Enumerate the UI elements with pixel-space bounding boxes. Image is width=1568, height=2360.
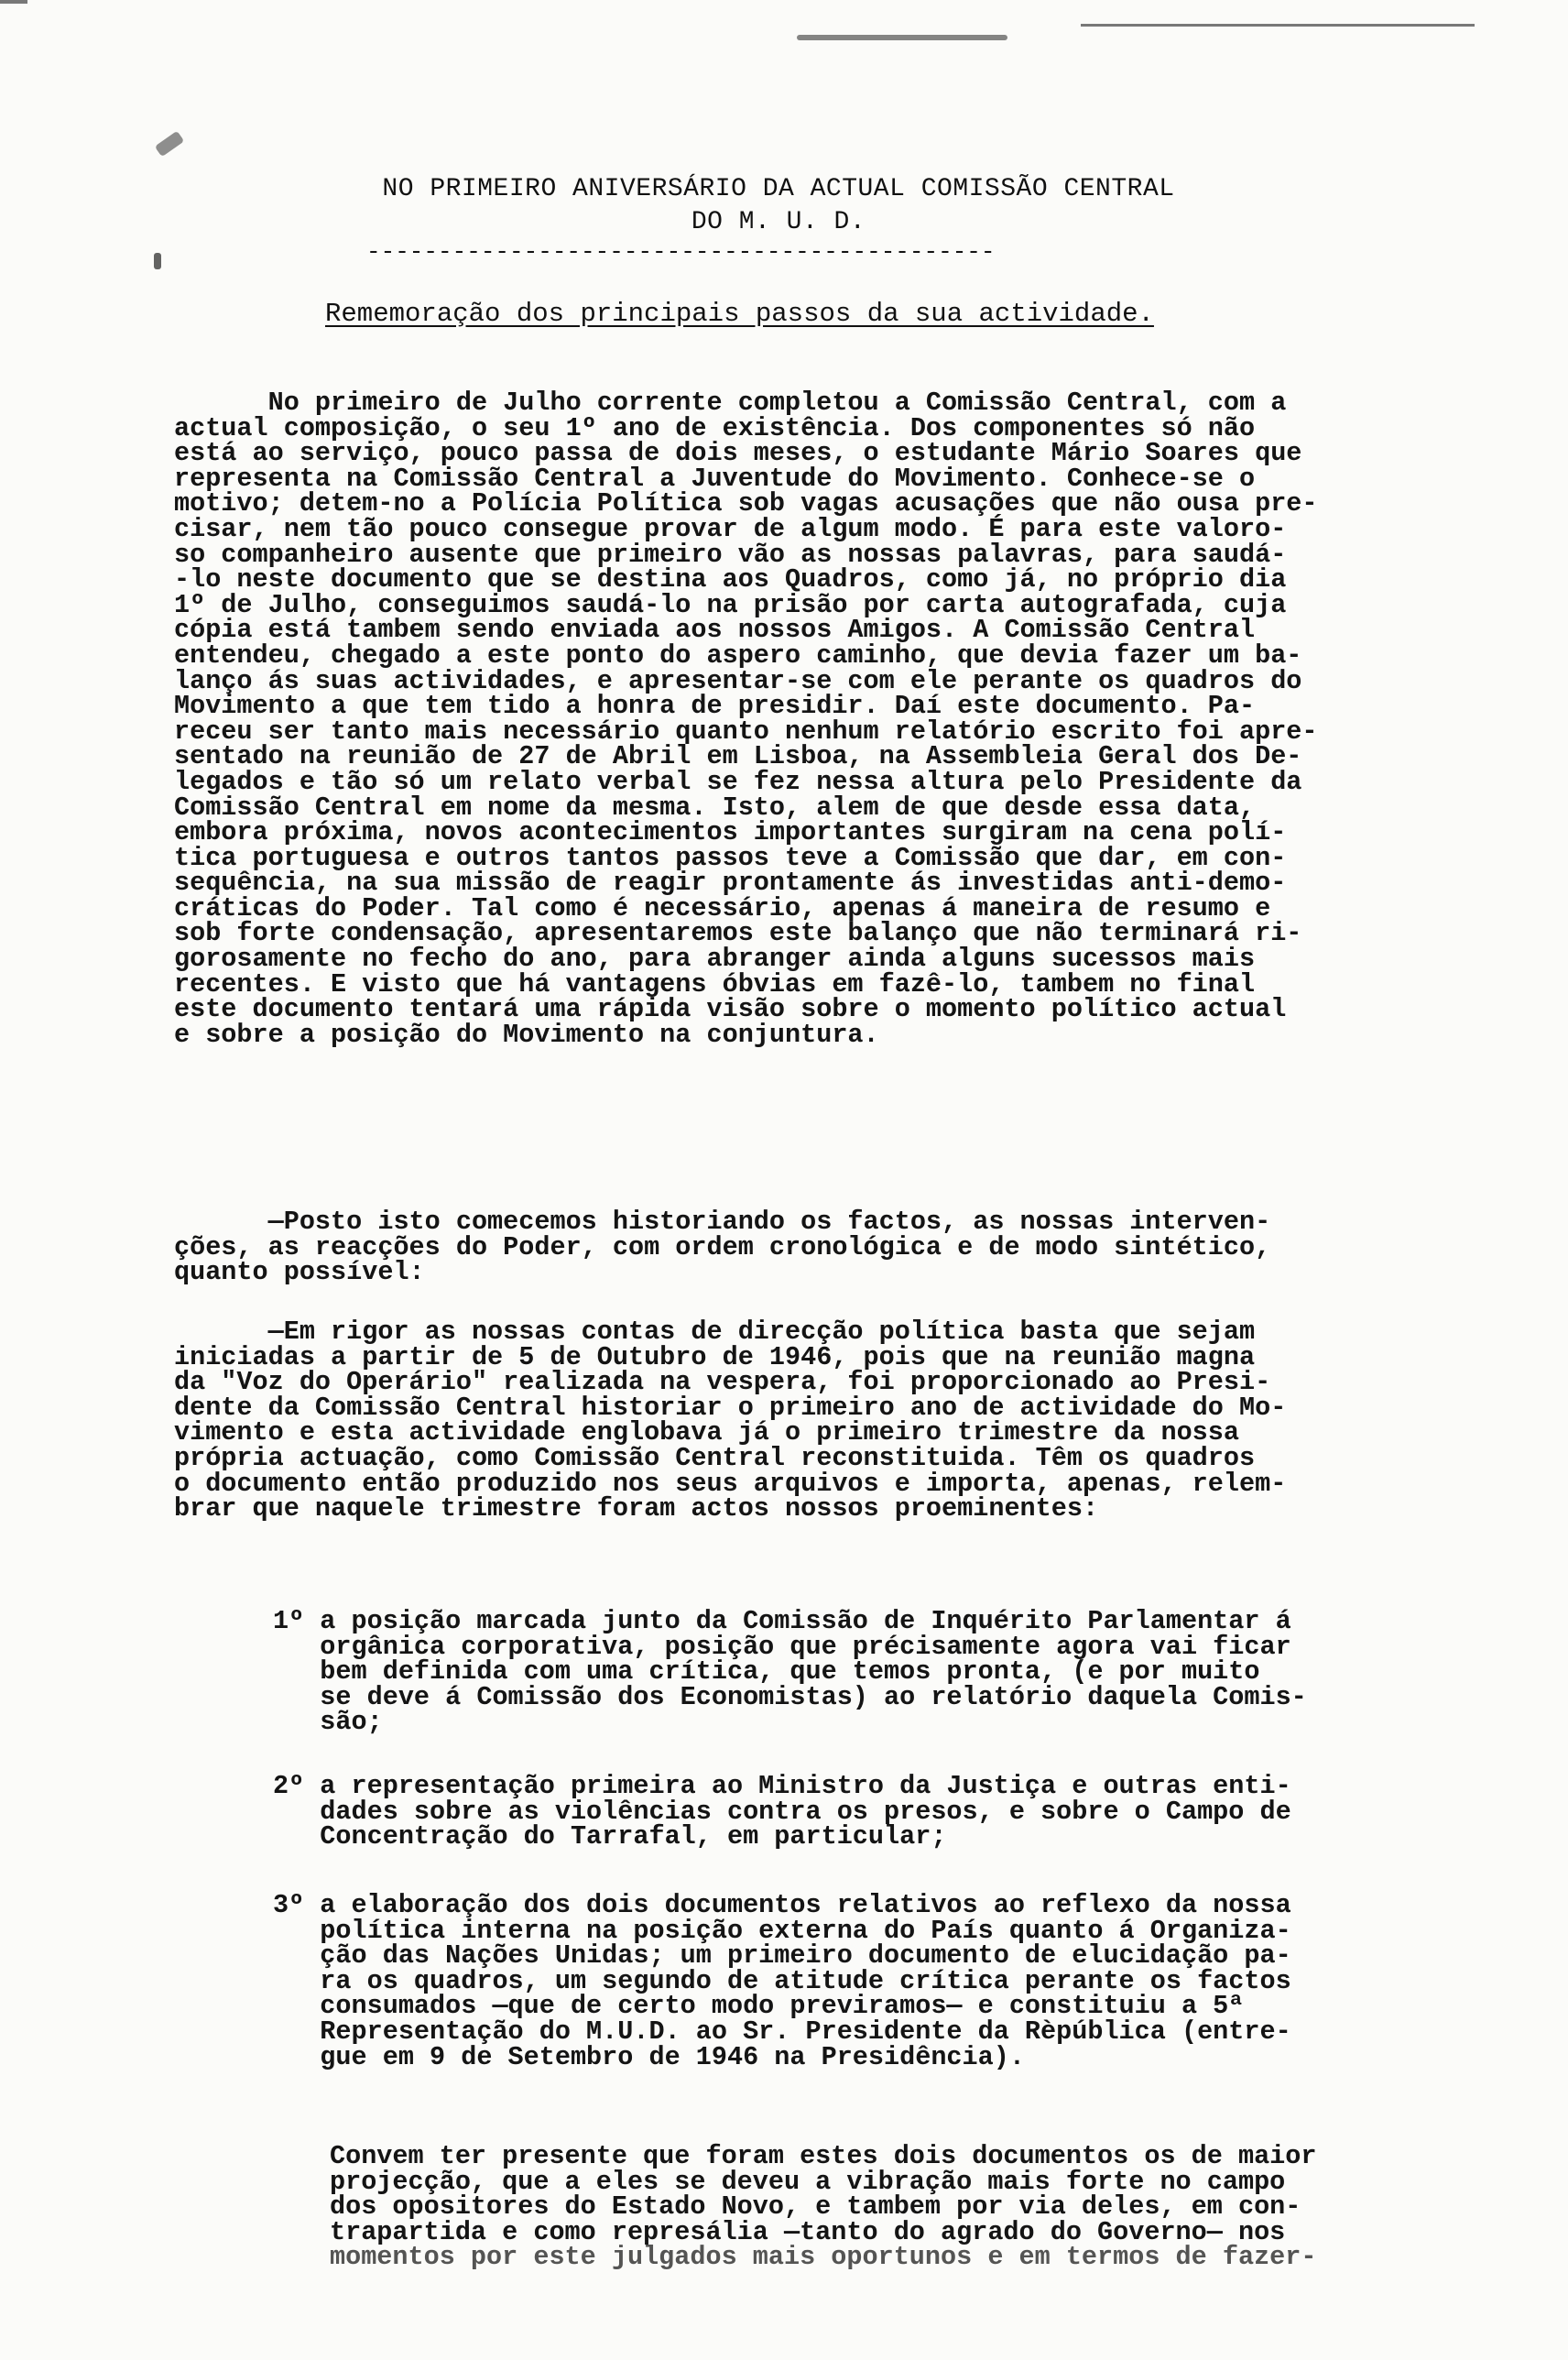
text-line: quanto possível: <box>174 1257 425 1288</box>
text-line: tica portuguesa e outros tantos passos teve a Comissão que dar, em con- <box>174 842 1287 873</box>
text-line: está ao serviço, pouco passa de dois meses, o estudante Mário Soares que <box>174 438 1302 469</box>
text-line: sentado na reunião de 27 de Abril em Lisboa, na Assembleia Geral dos De- <box>174 741 1302 772</box>
text-line: Movimento a que tem tido a honra de presidir. Daí este documento. Pa- <box>174 691 1256 722</box>
list-item-3 <box>273 1890 1291 2072</box>
text-line: Concentração do Tarrafal, em particular; <box>273 1821 947 1852</box>
text-line: momentos por este julgados mais oportunos e em termos de fazer- <box>330 2242 1317 2273</box>
text-line: —Em rigor as nossas contas de direcção política basta que sejam <box>174 1317 1256 1347</box>
text-line: projecção, que a eles se deveu a vibração mais forte no campo <box>330 2166 1286 2197</box>
text-line: actual composição, o seu 1º ano de existência. Dos componentes só não <box>174 412 1256 443</box>
scan-artifact <box>1081 24 1475 27</box>
text-line: gorosamente no fecho do ano, para abranger ainda alguns sucessos mais <box>174 944 1256 975</box>
text-line: embora próxima, novos acontecimentos importantes surgiram na cena polí- <box>174 817 1287 848</box>
text-line: —Posto isto comecemos historiando os factos, as nossas interven- <box>174 1207 1271 1237</box>
text-line: entendeu, chegado a este ponto do aspero caminho, que devia fazer um ba- <box>174 639 1302 671</box>
text-line: Comissão Central em nome da mesma. Isto, alem de que desde essa data, <box>174 792 1256 823</box>
text-line: cráticas do Poder. Tal como é necessário, apenas á maneira de resumo e <box>174 892 1271 923</box>
text-line: dente da Comissão Central historiar o primeiro ano de actividade do Mo- <box>174 1392 1287 1423</box>
text-line: dos opositores do Estado Novo, e tambem por via deles, em con- <box>330 2191 1301 2223</box>
text-line: Representação do M.U.D. ao Sr. Presidente da Rèpública (entre- <box>273 2016 1291 2047</box>
text-line: legados e tão só um relato verbal se fez nessa altura pelo Presidente da <box>174 766 1302 797</box>
text-line: são; <box>273 1707 383 1738</box>
text-line: motivo; detem-no a Polícia Política sob vagas acusações que não ousa pre- <box>174 488 1318 519</box>
text-line: cisar, nem tão pouco consegue provar de algum modo. É para este valoro- <box>174 513 1287 544</box>
text-line: brar que naquele trimestre foram actos nossos proeminentes: <box>174 1493 1099 1524</box>
paragraph-3 <box>174 1319 1286 1522</box>
text-line: sob forte condensação, apresentaremos este balanço que não terminará ri- <box>174 918 1302 949</box>
text-line: Convem ter presente que foram estes dois documentos os de maior <box>330 2141 1317 2171</box>
text-line: consumados —que de certo modo previramos— e constituiu a 5ª <box>273 1991 1245 2022</box>
list-item-2 <box>273 1771 1291 1852</box>
paragraph-1 <box>174 388 1318 1050</box>
text-line: sequência, na sua missão de reagir prontamente ás investidas anti-demo- <box>174 868 1287 899</box>
text-line: so companheiro ausente que primeiro vão as nossas palavras, para saudá- <box>174 539 1287 570</box>
document-title: NO PRIMEIRO ANIVERSÁRIO DA ACTUAL COMISSÃO CENTRAL <box>382 175 1175 203</box>
text-line: ções, as reacções do Poder, com ordem cronológica e de modo sintético, <box>174 1231 1271 1262</box>
text-line: política interna na posição externa do País quanto á Organiza- <box>273 1915 1291 1946</box>
text-line: lanço ás suas actividades, e apresentar-se com ele perante os quadros do <box>174 665 1302 696</box>
text-line: trapartida e como represália —tanto do agrado do Governo— nos <box>330 2216 1286 2247</box>
text-line: 2º a representação primeira ao Ministro da Justiça e outras enti- <box>273 1771 1291 1801</box>
text-line: da "Voz do Operário" realizada na vespera, foi proporcionado ao Presi- <box>174 1367 1271 1398</box>
scan-artifact <box>155 131 185 158</box>
text-line: representa na Comissão Central a Juventude do Movimento. Conhece-se o <box>174 463 1256 494</box>
text-line: orgânica corporativa, posição que précisamente agora vai ficar <box>273 1631 1291 1662</box>
text-line: receu ser tanto mais necessário quanto nenhum relatório escrito foi apre- <box>174 716 1318 747</box>
document-subtitle: Rememoração dos principais passos da sua actividade. <box>325 299 1154 329</box>
document-title-line2: DO M. U. D. <box>691 208 866 236</box>
list-item-1 <box>273 1606 1307 1738</box>
scan-artifact <box>154 253 161 269</box>
text-line: bem definida com uma crítica, que temos pronta, (e por muito <box>273 1656 1260 1688</box>
title-separator: -------------------------------------------- <box>366 238 996 266</box>
text-line: este documento tentará uma rápida visão sobre o momento político actual <box>174 994 1287 1025</box>
text-line: No primeiro de Julho corrente completou a Comissão Central, com a <box>174 388 1287 418</box>
paragraph-2 <box>174 1207 1271 1288</box>
text-line: e sobre a posição do Movimento na conjuntura. <box>174 1019 879 1050</box>
text-line: 3º a elaboração dos dois documentos relativos ao reflexo da nossa <box>273 1890 1291 1920</box>
text-line: dades sobre as violências contra os presos, e sobre o Campo de <box>273 1796 1291 1827</box>
text-line: cópia está tambem sendo enviada aos nossos Amigos. A Comissão Central <box>174 615 1256 646</box>
text-line: iniciadas a partir de 5 de Outubro de 1946, pois que na reunião magna <box>174 1341 1256 1372</box>
text-line: o documento então produzido nos seus arquivos e importa, apenas, relem- <box>174 1468 1287 1499</box>
text-line: recentes. E visto que há vantagens óbvias em fazê-lo, tambem no final <box>174 968 1256 1000</box>
text-line: 1º a posição marcada junto da Comissão de Inquérito Parlamentar á <box>273 1606 1291 1636</box>
text-line: vimento e esta actividade englobava já o primeiro trimestre da nossa <box>174 1417 1239 1448</box>
text-line: -lo neste documento que se destina aos Quadros, como já, no próprio dia <box>174 564 1287 595</box>
scan-artifact <box>797 35 1007 40</box>
text-line: própria actuação, como Comissão Central reconstituida. Têm os quadros <box>174 1442 1256 1473</box>
scan-artifact <box>0 0 27 4</box>
text-line: se deve á Comissão dos Economistas) ao relatório daquela Comis- <box>273 1681 1307 1712</box>
text-line: ra os quadros, um segundo de atitude crítica perante os factos <box>273 1965 1291 1996</box>
text-line: gue em 9 de Setembro de 1946 na Presidência). <box>273 2041 1025 2072</box>
text-line: ção das Nações Unidas; um primeiro documento de elucidação pa- <box>273 1940 1291 1972</box>
paragraph-4 <box>330 2141 1317 2273</box>
text-line: 1º de Julho, conseguimos saudá-lo na prisão por carta autografada, cuja <box>174 589 1287 620</box>
